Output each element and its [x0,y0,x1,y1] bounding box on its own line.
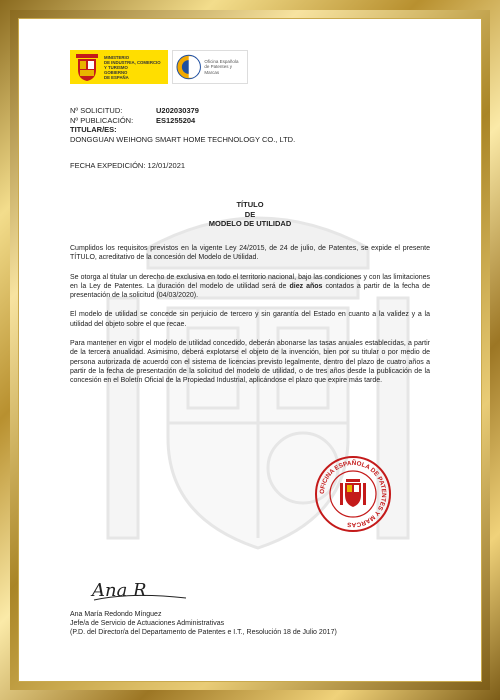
handwritten-signature [90,570,190,610]
signatory-block [70,610,337,637]
paragraph: El modelo de utilidad se concede sin perjuicio de tercero y sin garantía del Estado en cuanto a la validez y a la utilidad del objeto sobre el que recae. [70,311,430,328]
fecha-value: 12/01/2021 [147,161,186,170]
ministry-line: DE ESPAÑA [104,74,129,80]
paragraph: Para mantener en vigor el modelo de utilidad concedido, deberán abonarse las tasas anuales establecidas, a partir de la tercera anualidad. Asimismo, deberá explotarse el objeto de la invención, bien por su titular o por medio de persona autorizada de acuerdo con el sistema de licencias previsto legalmente, dentro del plazo de cuatro años a partir de la fecha de presentación de la solicitud del modelo de utilidad, o de tres años desde la publicación de la concesión en el Boletín Oficial de la Propiedad Industrial, aplicándose el plazo que expire más tarde. [70,340,430,385]
publicacion-row [70,116,295,126]
publicacion-value: ES1255204 [156,115,196,125]
certificate-body [70,244,430,396]
signatory-role: Jefe/a de Servicio de Actuaciones Administrativas [70,620,225,627]
signatory-name: Ana María Redondo Mínguez [70,611,162,618]
title-line: MODELO DE UTILIDAD [208,219,292,228]
document-title [18,200,482,229]
ministry-name [104,55,164,80]
solicitud-row [70,106,295,116]
header-logos [70,50,248,84]
title-line: TÍTULO [236,200,264,209]
ministry-line: GOBIERNO [104,69,128,75]
title-line: DE [244,209,256,219]
seal-coat-of-arms-icon [340,479,366,507]
official-seal [314,455,392,533]
paragraph [70,273,430,301]
duration-emphasis: diez años [289,282,323,290]
fecha-label: FECHA EXPEDICIÓN: [70,161,146,170]
signature-scribble: Ana R [92,580,147,601]
oepm-mark-icon [176,54,201,80]
oepm-line: de Patentes y Marcas [204,64,232,75]
ministry-line: MINISTERIO [104,54,130,60]
publicacion-label: Nº PUBLICACIÓN: [70,115,134,125]
paragraph-text: Se otorga al titular un derecho de exclusiva en todo el territorio nacional, bajo las condiciones y con las limitaciones en la Ley de Patentes. La duración del modelo de utilidad será de [70,273,430,290]
oepm-name [204,59,247,76]
oepm-line: Oficina Española [204,58,239,64]
signatory-delegation: (P.D. del Director/a del Departamento de Patentes e I.T., Resolución 18 de Julio 2017) [70,629,337,636]
seal-ring-text: OFICINA ESPAÑOLA DE PATENTES Y MARCAS [318,459,388,529]
paragraph: Cumplidos los requisitos previstos en la vigente Ley 24/2015, de 24 de julio, de Patentes, se expide el presente TÍTULO, acreditativo de la concesión del Modelo de Utilidad. [70,245,430,262]
ministry-line: Y TURISMO [104,64,128,70]
application-details [70,106,295,144]
paragraph-text: contados a partir de la fecha de presentación de la solicitud (04/03/2020). [70,282,430,300]
ministry-line: DE INDUSTRIA, COMERCIO [104,59,161,65]
certificate-page [18,18,482,682]
solicitud-label: Nº SOLICITUD: [70,106,123,115]
oepm-logo [172,50,248,84]
spain-shield-icon [74,52,100,82]
titulares-label: TITULAR/ES: [70,125,117,135]
titulares-value: DONGGUAN WEIHONG SMART HOME TECHNOLOGY CO., LTD. [70,134,296,144]
solicitud-value: U202030379 [156,106,199,115]
government-logo [70,50,168,84]
issue-date [70,161,185,170]
